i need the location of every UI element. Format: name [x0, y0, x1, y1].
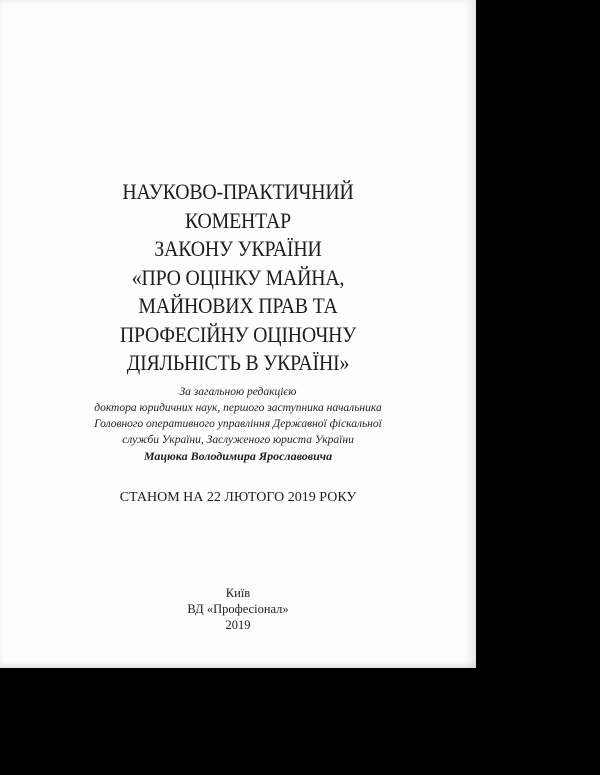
title-line: ПРОФЕСІЙНУ ОЦІНОЧНУ: [119, 321, 357, 347]
imprint-publisher: ВД «Професіонал»: [187, 602, 289, 616]
book-title: [24, 178, 452, 378]
title-line: «ПРО ОЦІНКУ МАЙНА,: [131, 264, 345, 290]
editorial-credit: [0, 384, 476, 464]
imprint-year: 2019: [225, 618, 251, 632]
editorial-line: За загальною редакцією: [179, 386, 297, 398]
title-line: ДІЯЛЬНІСТЬ В УКРАЇНІ»: [126, 350, 350, 375]
as-of-date: СТАНОМ НА 22 ЛЮТОГО 2019 РОКУ: [119, 490, 357, 505]
imprint-city: Київ: [225, 586, 251, 600]
editorial-line: Головного оперативного управління Державної фіскальної: [94, 418, 382, 430]
imprint: [0, 585, 476, 633]
title-line: НАУКОВО-ПРАКТИЧНИЙ: [122, 179, 354, 204]
title-line: ЗАКОНУ УКРАЇНИ: [154, 236, 322, 261]
title-line: МАЙНОВИХ ПРАВ ТА: [138, 293, 338, 318]
editorial-line: служби України, Заслуженого юриста України: [122, 434, 354, 446]
editorial-line: доктора юридичних наук, першого заступника начальника: [94, 402, 382, 414]
title-line: КОМЕНТАР: [184, 207, 292, 233]
editor-name: Мацюка Володимира Ярославовича: [143, 449, 333, 463]
